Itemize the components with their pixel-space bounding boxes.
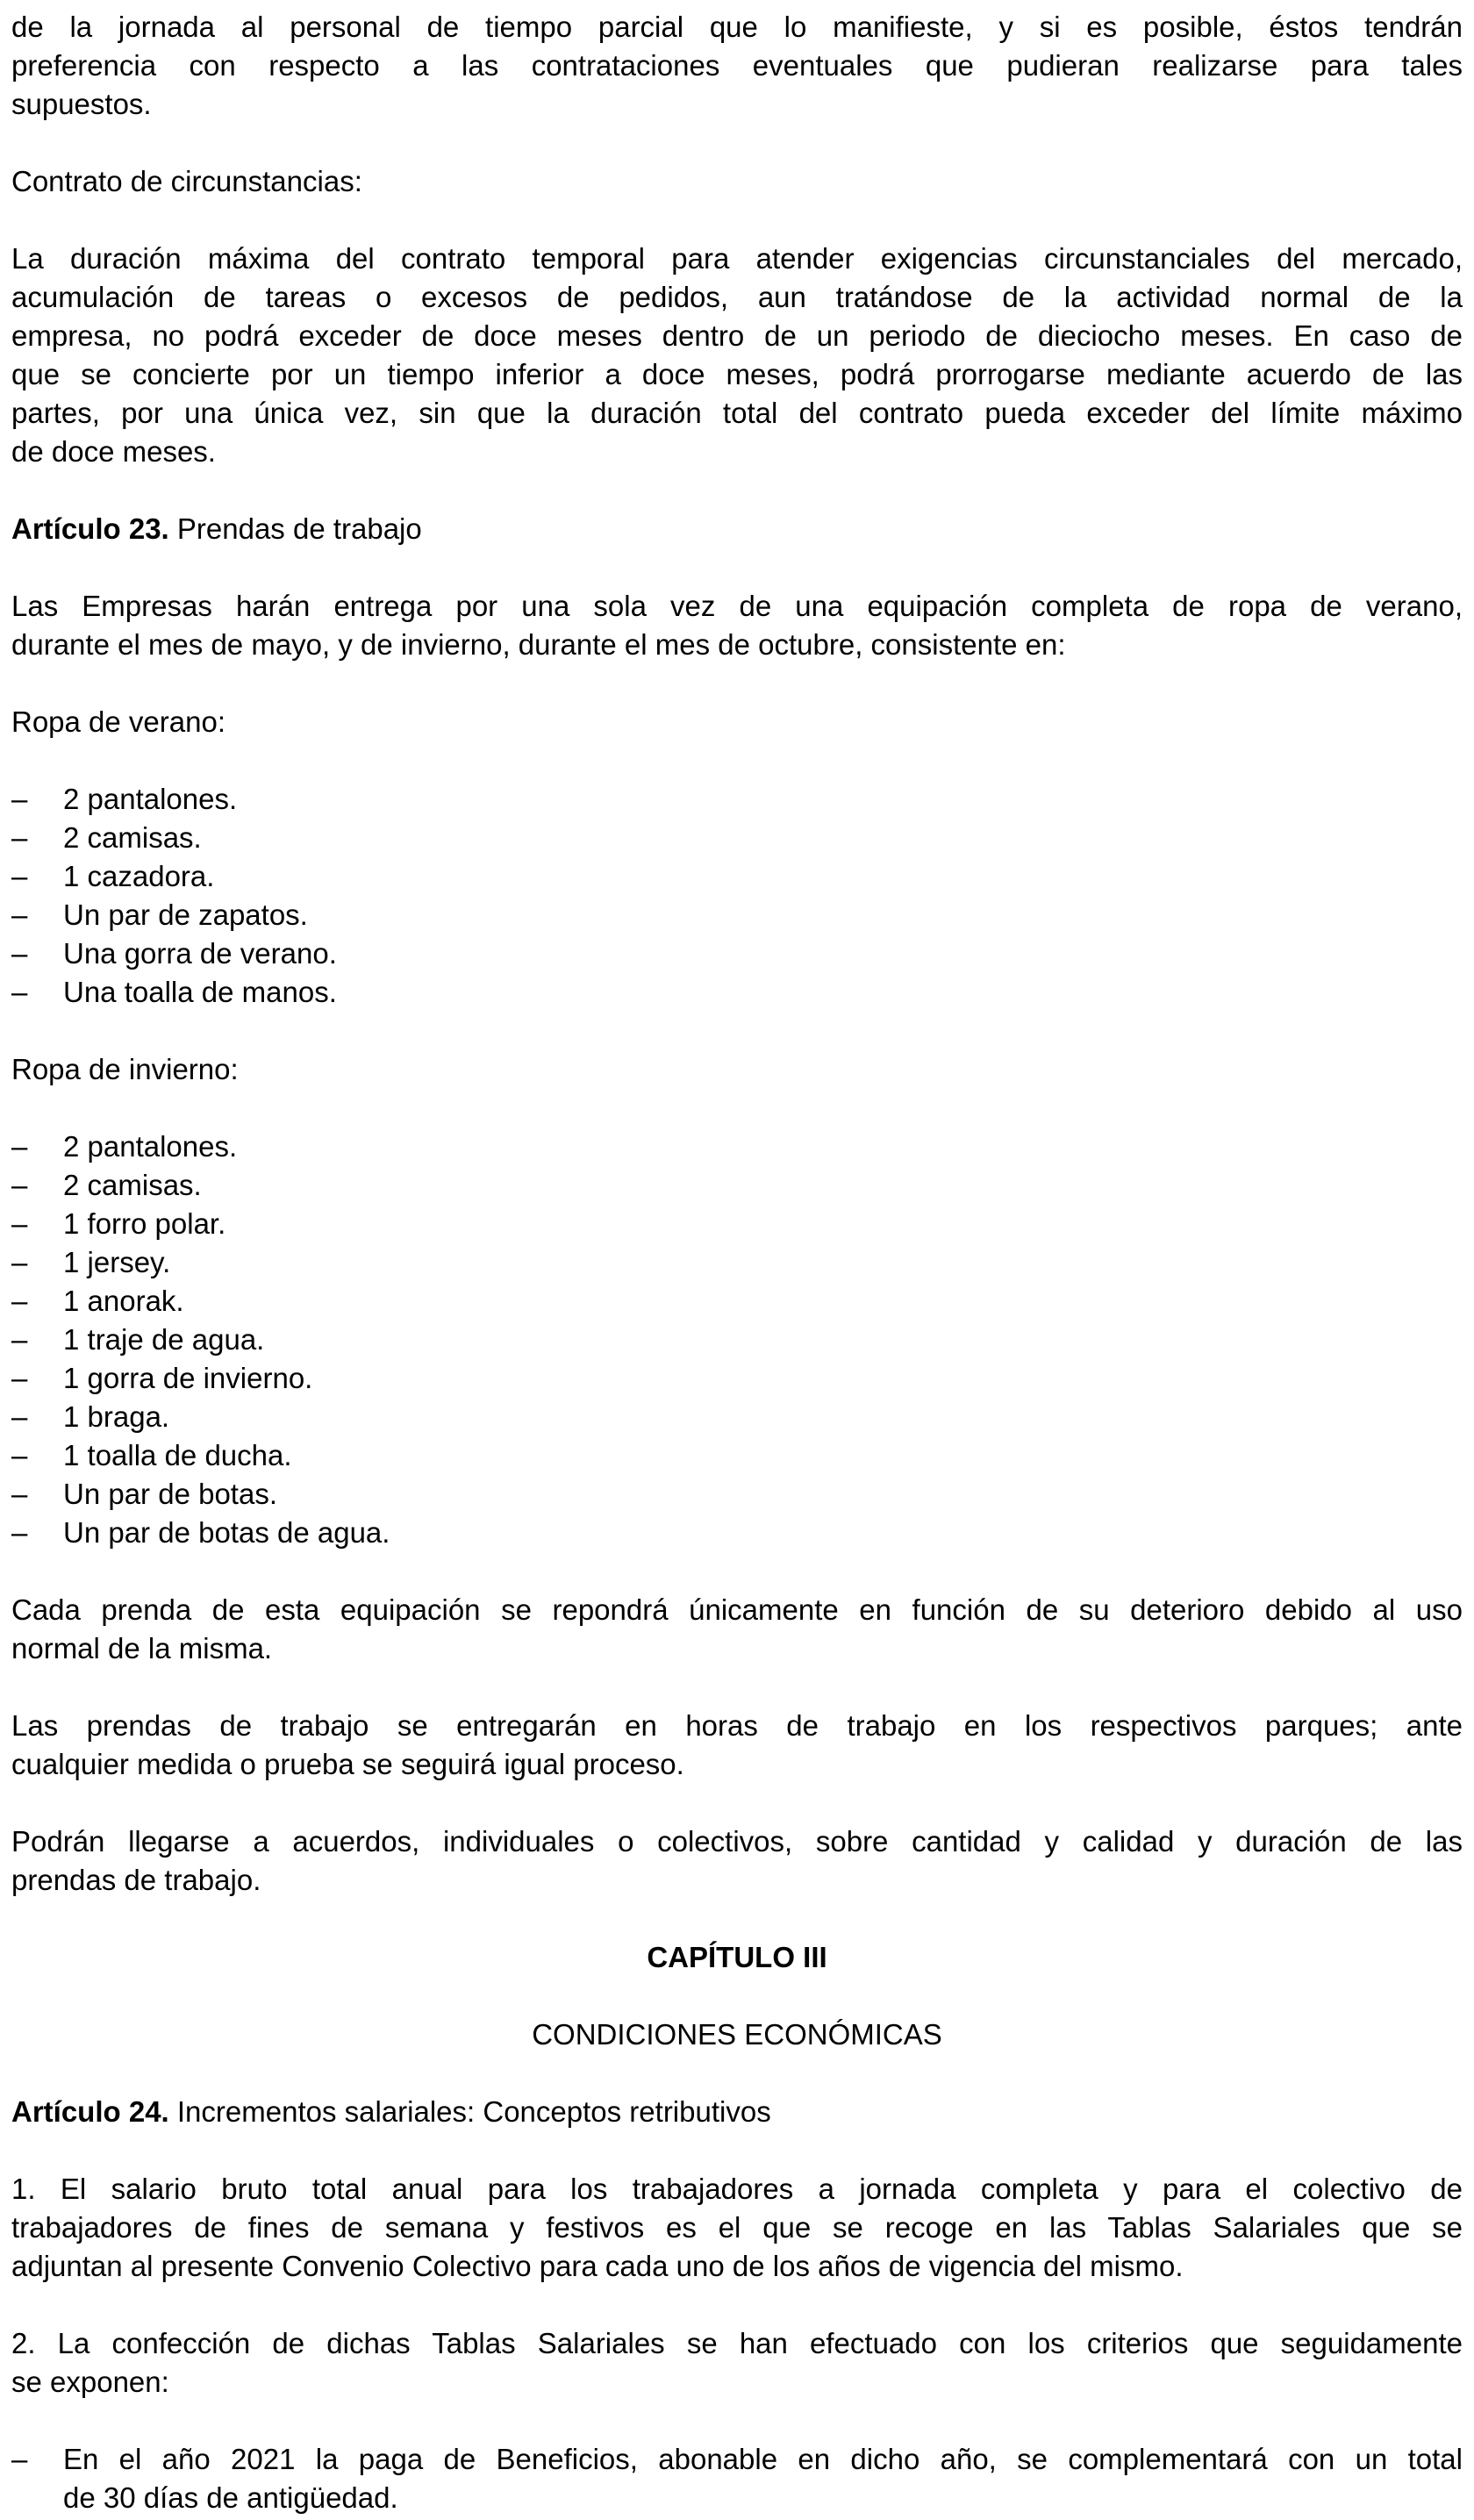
section-heading: CONDICIONES ECONÓMICAS [532, 2018, 942, 2051]
list-item [11, 1205, 1463, 1243]
text-line: Ropa de verano: [11, 705, 226, 738]
text-line: de doce meses. [11, 435, 216, 468]
text-line: adjuntan al presente Convenio Colectivo para cada uno de los años de vigencia del mismo. [11, 2250, 1184, 2282]
dash-marker: – [11, 1285, 28, 1317]
text-line: normal de la misma. [11, 1632, 273, 1664]
text-line: partes, por una única vez, sin que la duración total del contrato pueda exceder del límite máximo [11, 397, 1463, 429]
list-item [11, 896, 1463, 934]
list-item-text: 2 camisas. [63, 821, 202, 854]
list-item-text: Un par de botas. [63, 1478, 277, 1510]
list-item-text: 1 braga. [63, 1400, 170, 1433]
article-number: Artículo 23. [11, 512, 169, 545]
article-24-heading [11, 2093, 1463, 2131]
list-item-text: 1 anorak. [63, 1285, 184, 1317]
dash-marker: – [11, 1246, 28, 1278]
list-item-text: 1 jersey. [63, 1246, 171, 1278]
article-title: Incrementos salariales: Conceptos retributivos [168, 2095, 771, 2128]
article-23-heading [11, 510, 1463, 548]
text-line: 1. El salario bruto total anual para los trabajadores a jornada completa y para el colectivo de [11, 2173, 1463, 2205]
list-item [11, 1321, 1463, 1359]
dash-marker: – [11, 821, 28, 854]
list-item-text: 1 forro polar. [63, 1207, 226, 1240]
summer-clothing-list [11, 780, 1463, 1012]
list-item [11, 780, 1463, 819]
list-item [11, 857, 1463, 896]
text-line: La duración máxima del contrato temporal para atender exigencias circunstanciales del mercado, [11, 242, 1463, 275]
text-line: Ropa de invierno: [11, 1053, 239, 1085]
text-line: de la jornada al personal de tiempo parcial que lo manifieste, y si es posible, éstos tendrán [11, 11, 1463, 43]
dash-marker: – [11, 1516, 28, 1549]
list-item [11, 1243, 1463, 1282]
text-line: trabajadores de fines de semana y festivos es el que se recoge en las Tablas Salariales que se [11, 2211, 1463, 2244]
dash-marker: – [11, 1478, 28, 1510]
dash-marker: – [11, 1207, 28, 1240]
text-line: acumulación de tareas o excesos de pedidos, aun tratándose de la actividad normal de la [11, 281, 1463, 313]
article-number: Artículo 24. [11, 2095, 169, 2128]
list-item-text: Una toalla de manos. [63, 976, 337, 1008]
text-line: Las Empresas harán entrega por una sola vez de una equipación completa de ropa de verano, [11, 590, 1463, 622]
dash-marker: – [11, 1169, 28, 1201]
list-item-text: 1 gorra de invierno. [63, 1362, 313, 1394]
text-line: que se concierte por un tiempo inferior a doce meses, podrá prorrogarse mediante acuerdo de las [11, 358, 1463, 390]
criteria-list-item-2021 [11, 2440, 1463, 2517]
text-line: 2. La confección de dichas Tablas Salariales se han efectuado con los criterios que seguidamente [11, 2327, 1463, 2359]
dash-marker: – [11, 898, 28, 931]
list-item-text: 1 traje de agua. [63, 1323, 265, 1356]
winter-clothing-list [11, 1128, 1463, 1552]
text-line: de 30 días de antigüedad. [63, 2481, 398, 2514]
list-item-text: 2 pantalones. [63, 783, 238, 815]
paragraph-contrato-circunstancias-label [11, 162, 1463, 201]
list-item [11, 1514, 1463, 1552]
list-item [11, 973, 1463, 1012]
paragraph-entrega-horas-trabajo [11, 1707, 1463, 1784]
dash-marker: – [11, 1439, 28, 1471]
paragraph-confeccion-tablas [11, 2324, 1463, 2402]
list-item [11, 1282, 1463, 1321]
article-title: Prendas de trabajo [168, 512, 422, 545]
paragraph-ropa-invierno-label [11, 1050, 1463, 1089]
list-item [11, 934, 1463, 973]
text-line: prendas de trabajo. [11, 1864, 261, 1896]
list-item-text: 1 cazadora. [63, 860, 215, 892]
dash-marker: – [11, 2443, 28, 2475]
text-line: supuestos. [11, 88, 152, 120]
paragraph-entrega-equipacion [11, 587, 1463, 664]
list-item [11, 1128, 1463, 1166]
list-item-text: 2 camisas. [63, 1169, 202, 1201]
paragraph-reposicion-prendas [11, 1591, 1463, 1668]
list-item-text: 2 pantalones. [63, 1130, 238, 1163]
chapter-heading: CAPÍTULO III [647, 1941, 827, 1973]
paragraph-salario-bruto [11, 2170, 1463, 2286]
text-line: durante el mes de mayo, y de invierno, durante el mes de octubre, consistente en: [11, 628, 1066, 661]
paragraph-jornada-parcial [11, 8, 1463, 124]
text-line: En el año 2021 la paga de Beneficios, abonable en dicho año, se complementará con un total [63, 2443, 1463, 2475]
list-item [11, 1166, 1463, 1205]
text-line: empresa, no podrá exceder de doce meses dentro de un periodo de dieciocho meses. En caso de [11, 319, 1463, 352]
list-item-text: 1 toalla de ducha. [63, 1439, 292, 1471]
text-line: cualquier medida o prueba se seguirá igual proceso. [11, 1748, 684, 1780]
list-item [11, 819, 1463, 857]
list-item [11, 1475, 1463, 1514]
list-item-text: Un par de zapatos. [63, 898, 308, 931]
list-item [11, 1359, 1463, 1398]
list-item-text: Una gorra de verano. [63, 937, 337, 970]
dash-marker: – [11, 937, 28, 970]
text-line: Contrato de circunstancias: [11, 165, 362, 197]
dash-marker: – [11, 783, 28, 815]
dash-marker: – [11, 1362, 28, 1394]
text-line: Las prendas de trabajo se entregarán en horas de trabajo en los respectivos parques; ante [11, 1709, 1463, 1742]
paragraph-acuerdos-prendas [11, 1822, 1463, 1900]
dash-marker: – [11, 976, 28, 1008]
text-line: se exponen: [11, 2366, 169, 2398]
list-item [11, 1436, 1463, 1475]
list-item [11, 1398, 1463, 1436]
dash-marker: – [11, 1323, 28, 1356]
text-line: Podrán llegarse a acuerdos, individuales o colectivos, sobre cantidad y calidad y duración de las [11, 1825, 1463, 1858]
paragraph-duracion-contrato [11, 240, 1463, 471]
dash-marker: – [11, 860, 28, 892]
text-line: Cada prenda de esta equipación se repondrá únicamente en función de su deterioro debido al uso [11, 1593, 1463, 1626]
dash-marker: – [11, 1400, 28, 1433]
text-line: preferencia con respecto a las contrataciones eventuales que pudieran realizarse para tales [11, 49, 1463, 82]
list-item-text: Un par de botas de agua. [63, 1516, 390, 1549]
paragraph-ropa-verano-label [11, 703, 1463, 741]
dash-marker: – [11, 1130, 28, 1163]
